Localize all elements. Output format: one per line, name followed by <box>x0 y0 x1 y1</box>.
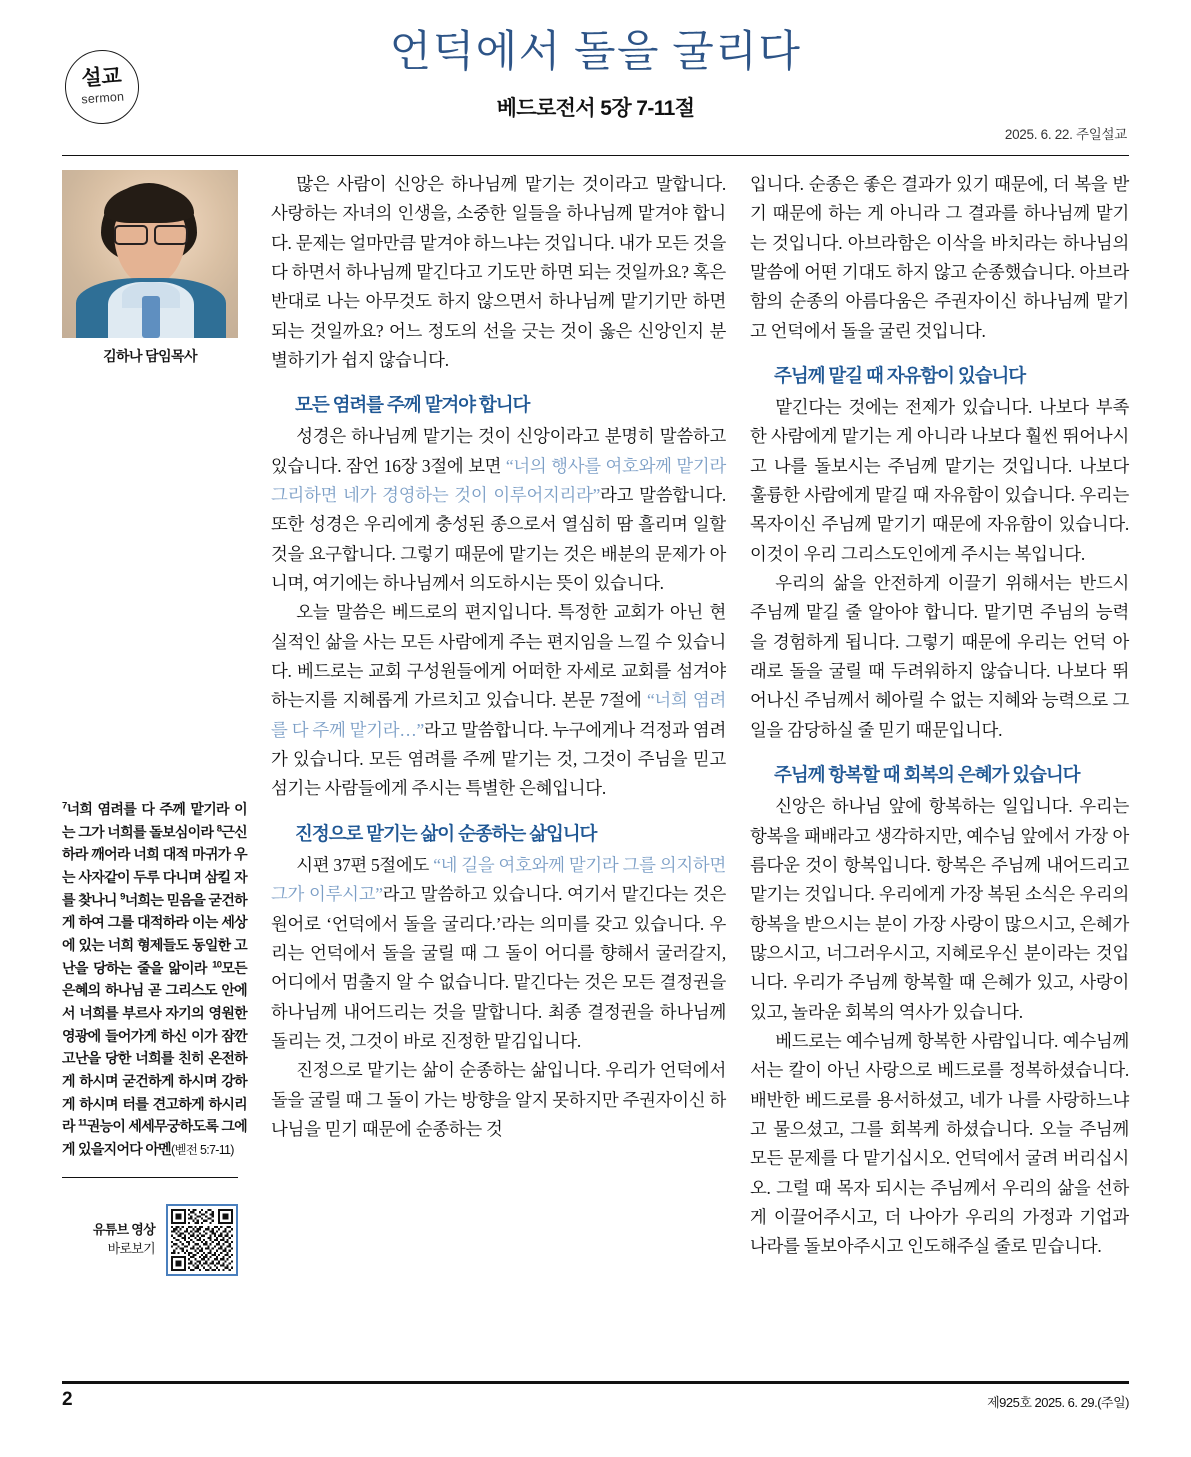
paragraph: 신앙은 하나님 앞에 항복하는 일입니다. 우리는 항복을 패배라고 생각하지만, 예수님 앞에서 가장 아름다운 것이 항복입니다. 항복은 주님께 내어드리고 맡기는 것입니다. 우리에게 가장 복된 소식은 우리의 항복을 받으시는 분이 가장 사랑이 많으시고, 은혜가 많으시고, 너그러우시고, 지혜로우신 분이라는 것입니다. 우리가 주님께 항복할 때 은혜가 있고, 사랑이 있고, 놀라운 회복의 역사가 있습니다. <box>750 796 1129 1022</box>
verse-text-8: 근신하라 깨어라 너희 대적 마귀가 우는 사자같이 두루 다니며 삼킬 자를 찾나니 <box>62 823 247 908</box>
sermon-verse-reference: 베드로전서 5장 7-11절 <box>496 96 695 120</box>
glasses-icon <box>114 225 188 242</box>
qr-label <box>93 1221 155 1259</box>
scripture-quote: “너희 염려를 다 주께 맡기라…” <box>271 690 727 740</box>
footer-row <box>62 1384 1129 1409</box>
paragraph-part: 시편 37편 5절에도 <box>296 854 434 875</box>
paragraph <box>271 598 726 803</box>
paragraph: 입니다. 순종은 좋은 결과가 있기 때문에, 더 복을 받기 때문에 하는 게 아니라 그 결과를 하나님께 맡기는 것입니다. 아브라함은 이삭을 바치라는 하나님의 말씀에 어떤 기대도 하지 않고 순종했습니다. 아브라함의 순종의 아름다움은 주권자이신 하나님께 맡기고 언덕에서 돌을 굴린 것입니다. <box>750 174 1129 341</box>
youtube-qr-block[interactable] <box>62 1204 238 1276</box>
sermon-badge-label-kr: 설교 <box>80 65 122 91</box>
qr-code-icon[interactable] <box>166 1204 238 1276</box>
verse-text-9: 너희는 믿음을 굳건하게 하여 그를 대적하라 이는 세상에 있는 너희 형제들도 동일한 고난을 당하는 줄을 앎이라 <box>62 891 247 976</box>
scripture-quote: “너의 행사를 여호와께 맡기라 그리하면 네가 경영하는 것이 이루어지리라” <box>271 455 726 506</box>
verse-number-7: 7 <box>62 800 67 812</box>
scripture-quote: “네 길을 여호와께 맡기라 그를 의지하면 그가 이루시고” <box>271 854 726 905</box>
pastor-name-caption: 김하나 담임목사 <box>103 348 197 364</box>
article-column-1 <box>271 170 726 1331</box>
pastor-photo <box>62 170 238 338</box>
paragraph: 베드로는 예수님께 항복한 사람입니다. 예수님께서는 칼이 아닌 사랑으로 베드로를 정복하셨습니다. 배반한 베드로를 용서하셨고, 네가 나를 사랑하느냐고 물으셨고, 그를 회복케 하셨습니다. 오늘 주님께 모든 문제를 다 맡기십시오. 언덕에서 굴려 버리십시오. 그럴 때 목자 되시는 주님께서 우리의 삶을 선하게 이끌어주시고, 더 나아가 우리의 가정과 기업과 나라를 돌보아주시고 인도해주실 줄로 믿습니다. <box>750 1030 1129 1257</box>
verse-text-11: 권능이 세세무궁하도록 그에게 있을지어다 아멘 <box>62 1118 247 1158</box>
qr-label-line1: 유튜브 영상 <box>92 1221 155 1237</box>
paragraph-part: 오늘 말씀은 베드로의 편지입니다. 특정한 교회가 아닌 현실적인 삶을 사는 모든 사람에게 주는 편지임을 느낄 수 있습니다. 베드로는 교회 구성원들에게 어떠한 자세로 교회를 섬겨야 하는지를 지혜롭게 가르치고 있습니다. 본문 7절에 <box>271 602 726 711</box>
verse-number-11: 11 <box>78 1117 87 1129</box>
sidebar-divider <box>62 1177 238 1178</box>
paragraph-part: 라고 말씀합니다. 또한 성경은 우리에게 충성된 종으로서 열심히 땀 흘리며 일할 것을 요구합니다. 그렇기 때문에 맡기는 것은 배분의 문제가 아니며, 여기에는 하나님께서 의도하시는 뜻이 있습니다. <box>271 485 727 594</box>
qr-label-line2: 바로보기 <box>107 1240 155 1256</box>
paragraph <box>271 851 726 1056</box>
sidebar <box>62 170 247 1331</box>
sidebar-spacer <box>62 366 247 798</box>
verse-number-9: 9 <box>120 891 125 903</box>
page-title: 언덕에서 돌을 굴리다 <box>389 29 802 76</box>
issue-info: 제925호 2025. 6. 29.(주일) <box>987 1395 1129 1410</box>
verse-number-8: 8 <box>216 823 222 835</box>
scripture-passage <box>62 798 247 1161</box>
content-area <box>62 156 1129 1331</box>
paragraph-part: 라고 말씀하고 있습니다. 여기서 맡긴다는 것은 원어로 ‘언덕에서 돌을 굴리다.’라는 의미를 갖고 있습니다. 우리는 언덕에서 돌을 굴릴 때 그 돌이 어디를 향해서 굴러갈지, 어디에서 멈출지 알 수 없습니다. 맡긴다는 것은 모든 결정권을 하나님께 내어드리는 것을 말합니다. 최종 결정권을 하나님께 돌리는 것, 그것이 바로 진정한 맡김입니다. <box>271 884 726 1051</box>
photo-tie <box>142 296 160 338</box>
section-heading-2: 진정으로 맡기는 삶이 순종하는 삶입니다 <box>295 822 597 844</box>
paragraph: 맡긴다는 것에는 전제가 있습니다. 나보다 부족한 사람에게 맡기는 게 아니라 나보다 훨씬 뛰어나시고 나를 돌보시는 주님께 맡기는 것입니다. 나보다 훌륭한 사람에게 맡길 때 자유함이 있습니다. 우리는 목자이신 주님께 맡기기 때문에 자유함이 있습니다. 이것이 우리 그리스도인에게 주시는 복입니다. <box>750 397 1129 564</box>
title-block <box>62 28 1129 122</box>
paragraph <box>271 422 726 598</box>
verse-number-10: 10 <box>212 959 222 971</box>
section-heading-3: 주님께 맡길 때 자유함이 있습니다 <box>774 364 1026 386</box>
paragraph-part: 성경은 하나님께 맡기는 것이 신앙이라고 분명히 말씀하고 있습니다. 잠언 16장 3절에 보면 <box>271 426 726 476</box>
photo-hair-front <box>104 185 194 223</box>
verse-text-7: 너희 염려를 다 주께 맡기라 이는 그가 너희를 돌보심이라 <box>62 801 247 840</box>
paragraph: 많은 사람이 신앙은 하나님께 맡기는 것이라고 말합니다. 사랑하는 자녀의 인생을, 소중한 일들을 하나님께 맡겨야 합니다. 문제는 얼마만큼 맡겨야 하느냐는 것입니다. 내가 모든 것을 다 하면서 하나님께 맡긴다고 기도만 하면 되는 것일까요? 혹은 반대로 나는 아무것도 하지 않으면서 하나님께 맡기기만 하면 되는 것일까요? 어느 정도의 선을 긋는 것이 옳은 신앙인지 분별하기가 쉽지 않습니다. <box>271 174 726 370</box>
section-heading-1: 모든 염려를 주께 맡겨야 합니다 <box>295 394 530 416</box>
article-column-2 <box>750 170 1129 1331</box>
paragraph-part: 라고 말씀합니다. 누구에게나 걱정과 염려가 있습니다. 모든 염려를 주께 맡기는 것, 그것이 주님을 믿고 섬기는 사람들에게 주시는 특별한 은혜입니다. <box>271 719 726 799</box>
verse-text-10: 모든 은혜의 하나님 곧 그리스도 안에서 너희를 부르사 자기의 영원한 영광에 들어가게 하신 이가 잠깐 고난을 당한 너희를 친히 온전하게 하시며 굳건하게 하시며 강하게 하시며 터를 견고하게 하시리라 <box>62 959 247 1135</box>
page-number: 2 <box>62 1389 73 1410</box>
footer <box>62 1381 1129 1409</box>
paragraph: 진정으로 맡기는 삶이 순종하는 삶입니다. 우리가 언덕에서 돌을 굴릴 때 그 돌이 가는 방향을 알지 못하지만 주권자이신 하나님을 믿기 때문에 순종하는 것 <box>271 1060 726 1139</box>
section-heading-4: 주님께 항복할 때 회복의 은혜가 있습니다 <box>774 764 1080 786</box>
masthead <box>62 0 1129 155</box>
sermon-badge-label-en: sermon <box>80 89 125 107</box>
sermon-date: 2025. 6. 22. 주일설교 <box>1004 127 1127 142</box>
scripture-citation: (벧전 5:7-11) <box>170 1143 234 1158</box>
paragraph: 우리의 삶을 안전하게 이끌기 위해서는 반드시 주님께 맡길 줄 알아야 합니다. 맡기면 주님의 능력을 경험하게 됩니다. 그렇기 때문에 우리는 언덕 아래로 돌을 굴릴 때 두려워하지 않습니다. 나보다 뛰어나신 주님께서 헤아릴 수 없는 지혜와 능력으로 그 일을 감당하실 줄 믿기 때문입니다. <box>750 573 1129 740</box>
